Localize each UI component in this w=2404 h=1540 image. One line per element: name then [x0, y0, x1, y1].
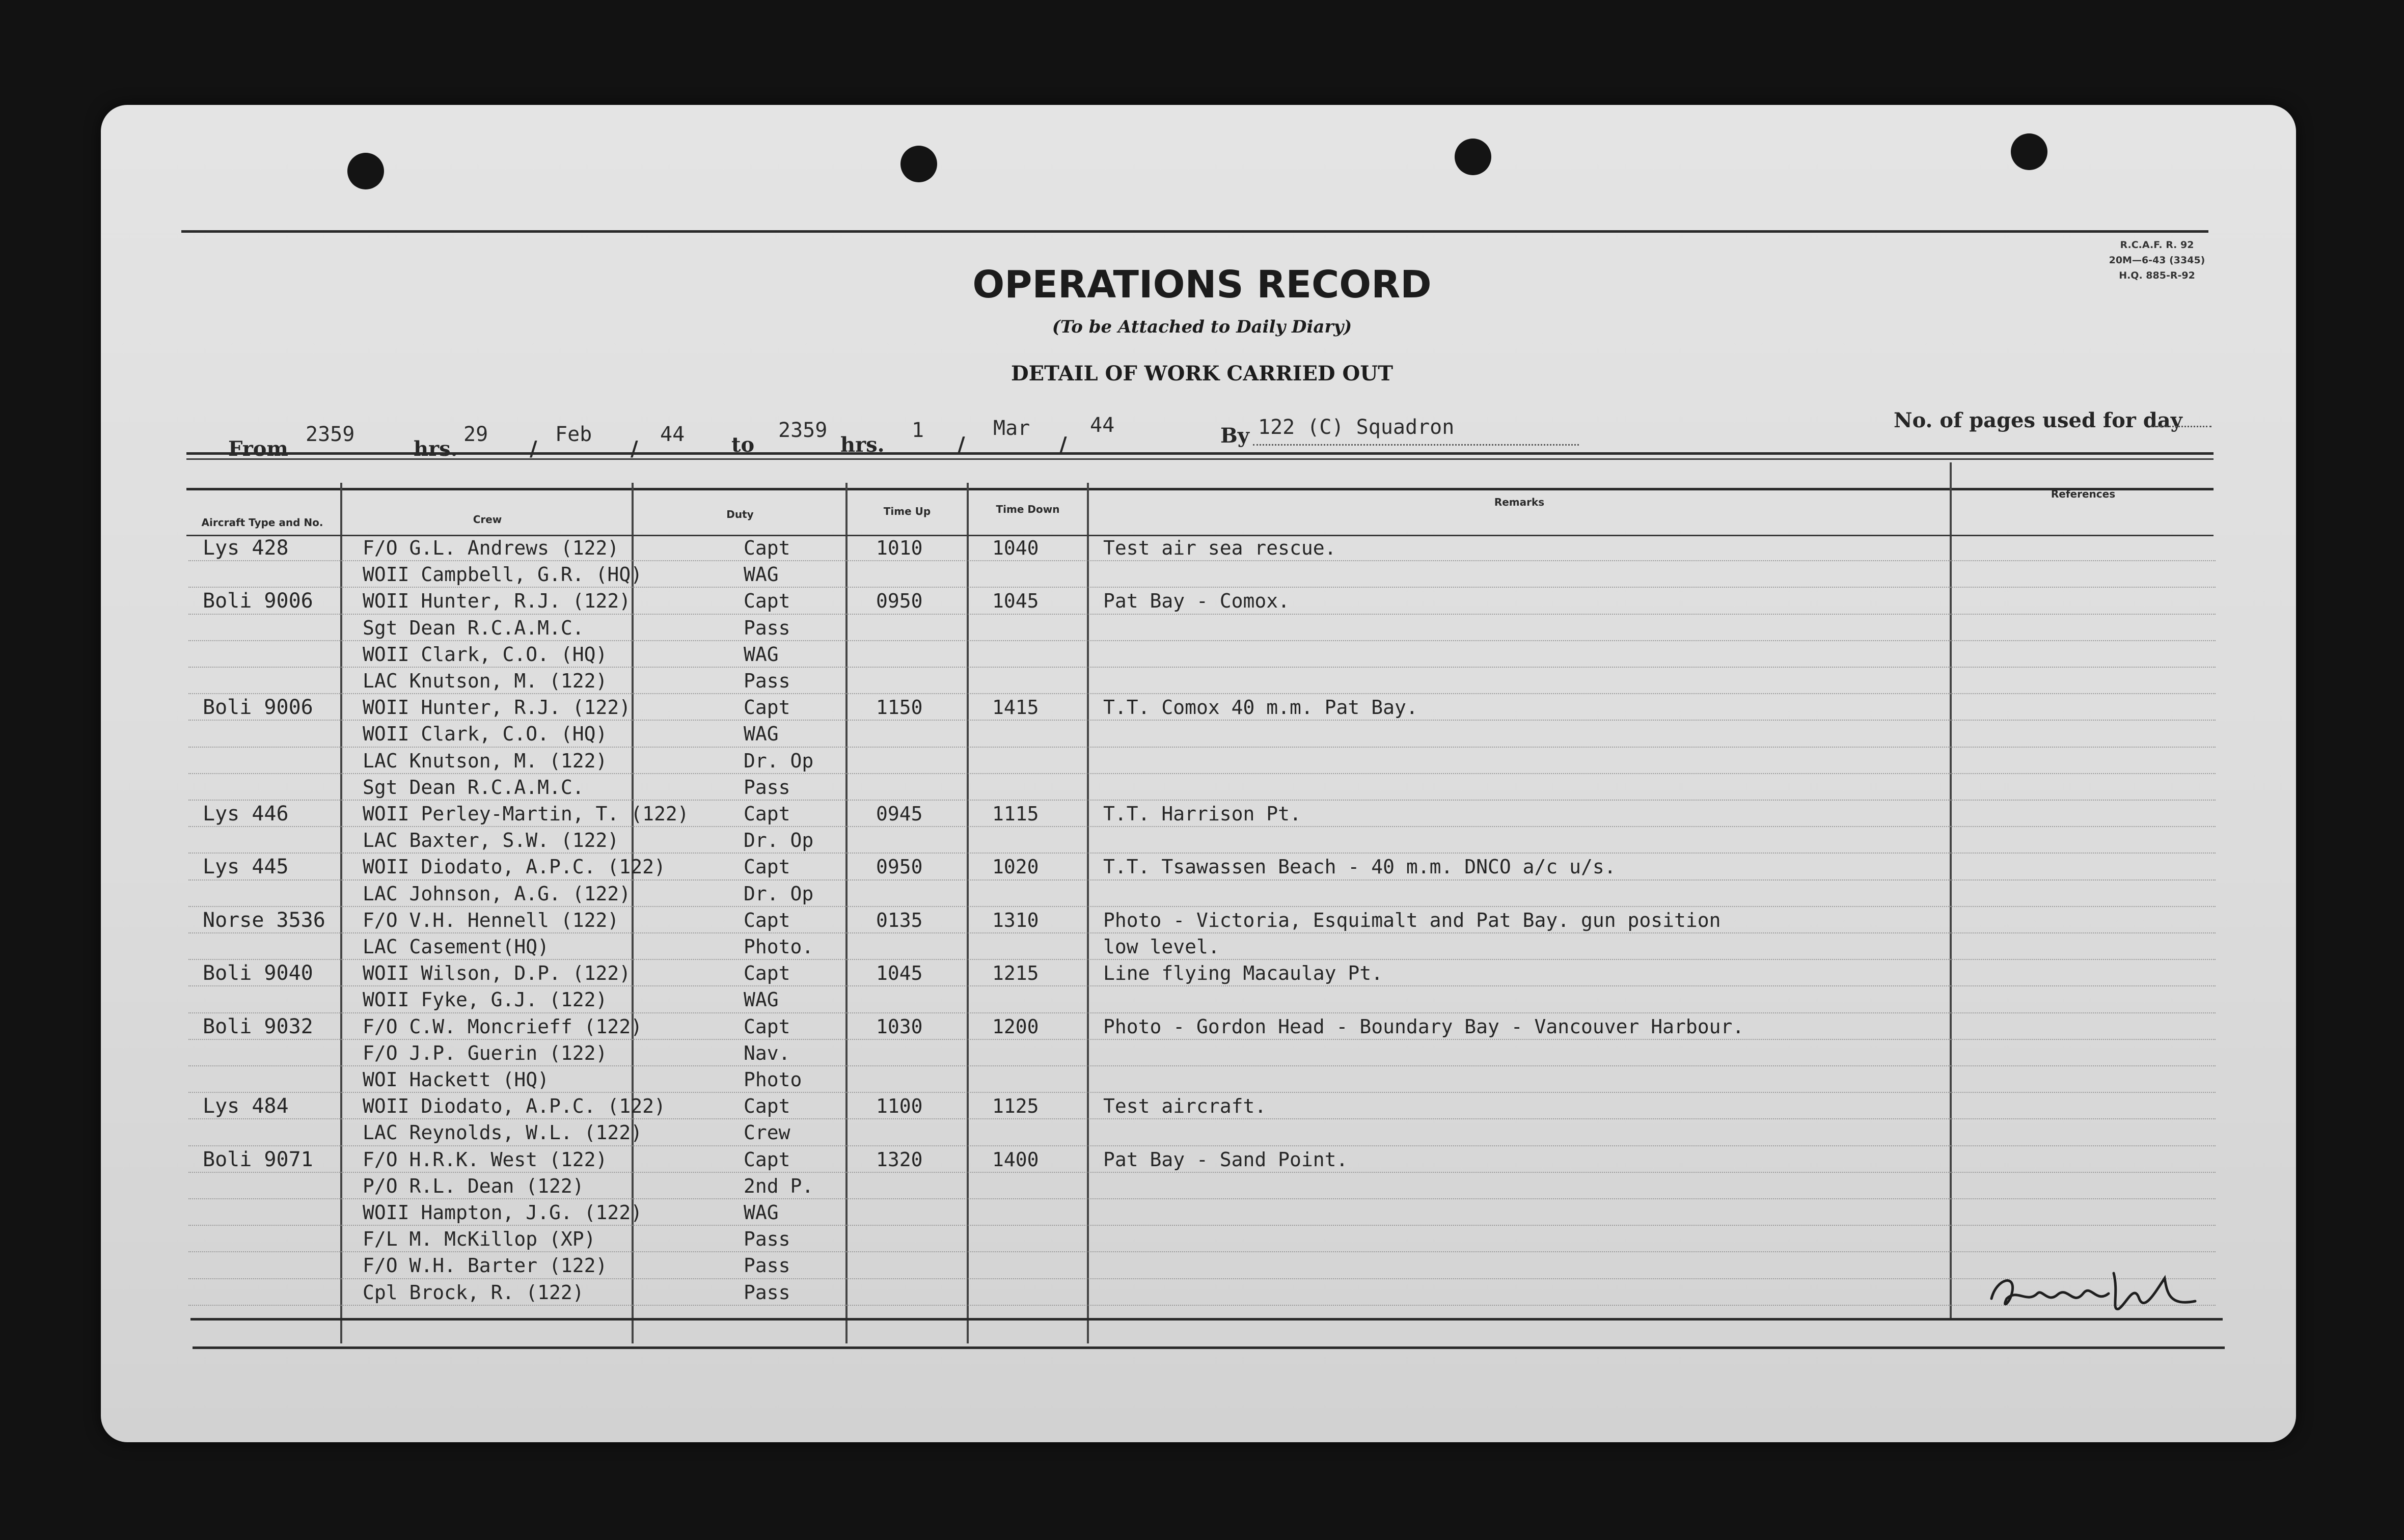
cell-crew: P/O R.L. Dean (122) — [363, 1174, 584, 1197]
form-code-line: 20M—6-43 (3345) — [2109, 255, 2205, 266]
page-title: OPERATIONS RECORD — [972, 263, 1432, 307]
cell-down: 1415 — [992, 696, 1039, 719]
squadron: 122 (C) Squadron — [1258, 416, 1455, 439]
cell-aircraft: Boli 9071 — [203, 1147, 313, 1171]
punch-hole — [900, 146, 937, 182]
cell-down: 1040 — [992, 537, 1039, 559]
cell-crew: WOI Hackett (HQ) — [363, 1068, 550, 1091]
cell-aircraft: Boli 9032 — [203, 1014, 313, 1038]
cell-aircraft: Lys 428 — [203, 536, 289, 560]
cell-remarks: Test air sea rescue. — [1103, 537, 1336, 559]
cell-up: 0945 — [876, 803, 923, 825]
table-top-rule — [186, 488, 2214, 490]
by-label: By — [1220, 424, 1250, 448]
cell-crew: WOII Diodato, A.P.C. (122) — [363, 856, 666, 878]
column-divider — [845, 483, 848, 1343]
cell-aircraft: Boli 9040 — [203, 961, 313, 985]
col-time-down: Time Down — [996, 503, 1060, 515]
hrs-label: hrs. — [414, 437, 458, 461]
cell-aircraft: Boli 9006 — [203, 589, 313, 613]
cell-duty: Dr. Op — [744, 882, 814, 905]
cell-up: 0950 — [876, 590, 923, 613]
cell-crew: WOII Hunter, R.J. (122) — [363, 590, 631, 613]
cell-crew: LAC Baxter, S.W. (122) — [363, 829, 619, 852]
from-label: From — [228, 437, 288, 461]
cell-crew: LAC Johnson, A.G. (122) — [363, 882, 631, 905]
cell-crew: F/O V.H. Hennell (122) — [363, 909, 619, 931]
cell-crew: WOII Wilson, D.P. (122) — [363, 962, 631, 985]
cell-duty: WAG — [744, 1201, 779, 1224]
period-rule-2 — [186, 458, 2214, 460]
cell-duty: WAG — [744, 723, 779, 746]
cell-duty: Dr. Op — [744, 829, 814, 852]
cell-crew: F/O H.R.K. West (122) — [363, 1148, 608, 1171]
cell-duty: WAG — [744, 988, 779, 1011]
col-aircraft: Aircraft Type and No. — [201, 516, 323, 529]
cell-remarks: T.T. Comox 40 m.m. Pat Bay. — [1103, 696, 1418, 719]
column-divider — [340, 483, 342, 1343]
form-code-line: H.Q. 885-R-92 — [2119, 270, 2195, 281]
cell-remarks: low level. — [1103, 936, 1220, 958]
cell-down: 1400 — [992, 1148, 1039, 1171]
page-subtitle: (To be Attached to Daily Diary) — [1052, 317, 1352, 337]
to-time: 2359 — [778, 419, 828, 442]
cell-remarks: T.T. Tsawassen Beach - 40 m.m. DNCO a/c u/s. — [1103, 856, 1616, 878]
cell-aircraft: Lys 484 — [203, 1094, 289, 1118]
top-rule — [181, 230, 2208, 233]
cell-crew: F/O G.L. Andrews (122) — [363, 537, 619, 559]
cell-duty: Capt — [744, 1015, 790, 1038]
detail-heading: DETAIL OF WORK CARRIED OUT — [1010, 362, 1394, 386]
cell-remarks: Photo - Gordon Head - Boundary Bay - Vancouver Harbour. — [1103, 1015, 1744, 1038]
cell-crew: Sgt Dean R.C.A.M.C. — [363, 616, 584, 639]
cell-crew: LAC Casement(HQ) — [363, 936, 550, 958]
cell-crew: WOII Diodato, A.P.C. (122) — [363, 1095, 666, 1118]
cell-duty: Capt — [744, 590, 790, 613]
to-hrs-label: hrs. — [840, 433, 885, 457]
cell-duty: Capt — [744, 856, 790, 878]
cell-remarks: Line flying Macaulay Pt. — [1103, 962, 1383, 985]
table-bottom-rule-2 — [193, 1346, 2225, 1349]
cell-crew: LAC Knutson, M. (122) — [363, 670, 608, 692]
cell-aircraft: Norse 3536 — [203, 908, 325, 932]
cell-up: 1320 — [876, 1148, 923, 1171]
squadron-line — [1253, 444, 1579, 446]
pages-label: No. of pages used for day — [1894, 408, 2182, 432]
cell-duty: Capt — [744, 803, 790, 825]
cell-crew: Cpl Brock, R. (122) — [363, 1281, 584, 1304]
punch-hole — [1455, 139, 1491, 175]
cell-crew: WOII Hunter, R.J. (122) — [363, 696, 631, 719]
cell-up: 1100 — [876, 1095, 923, 1118]
cell-crew: Sgt Dean R.C.A.M.C. — [363, 776, 584, 799]
cell-down: 1020 — [992, 856, 1039, 878]
cell-duty: Capt — [744, 1148, 790, 1171]
period-rule — [186, 452, 2214, 455]
cell-up: 1150 — [876, 696, 923, 719]
cell-duty: Capt — [744, 537, 790, 559]
cell-crew: LAC Reynolds, W.L. (122) — [363, 1121, 643, 1144]
form-code — [2101, 237, 2213, 283]
punch-hole — [2011, 133, 2047, 170]
cell-down: 1115 — [992, 803, 1039, 825]
from-month: Feb — [555, 423, 592, 446]
cell-up: 1010 — [876, 537, 923, 559]
cell-duty: Dr. Op — [744, 749, 814, 772]
to-label: to — [731, 433, 755, 457]
cell-duty: Capt — [744, 696, 790, 719]
cell-duty: Pass — [744, 616, 790, 639]
cell-duty: WAG — [744, 563, 779, 586]
cell-down: 1200 — [992, 1015, 1039, 1038]
signature-icon — [1981, 1263, 2200, 1319]
pages-line — [2150, 426, 2211, 427]
col-time-up: Time Up — [883, 505, 931, 517]
column-divider — [1950, 462, 1952, 1318]
cell-duty: WAG — [744, 643, 779, 666]
cell-aircraft: Lys 445 — [203, 855, 289, 879]
cell-remarks: Photo - Victoria, Esquimalt and Pat Bay. gun position — [1103, 909, 1721, 931]
cell-duty: Capt — [744, 1095, 790, 1118]
col-remarks: Remarks — [1494, 496, 1545, 508]
cell-remarks: T.T. Harrison Pt. — [1103, 803, 1301, 825]
cell-duty: Photo — [744, 1068, 802, 1091]
cell-up: 1045 — [876, 962, 923, 985]
punch-hole — [347, 153, 384, 189]
from-time: 2359 — [306, 423, 355, 446]
cell-down: 1045 — [992, 590, 1039, 613]
column-divider — [1087, 483, 1089, 1343]
cell-remarks: Pat Bay - Comox. — [1103, 590, 1290, 613]
cell-duty: Pass — [744, 1281, 790, 1304]
cell-down: 1215 — [992, 962, 1039, 985]
from-day: 29 — [463, 423, 488, 446]
cell-duty: Photo. — [744, 936, 814, 958]
slash: / — [1059, 433, 1067, 457]
cell-remarks: Test aircraft. — [1103, 1095, 1267, 1118]
cell-crew: F/L M. McKillop (XP) — [363, 1228, 596, 1251]
col-crew: Crew — [473, 513, 502, 526]
column-divider — [967, 483, 969, 1343]
cell-crew: F/O C.W. Moncrieff (122) — [363, 1015, 643, 1038]
cell-duty: Pass — [744, 670, 790, 692]
slash: / — [530, 437, 537, 461]
cell-down: 1310 — [992, 909, 1039, 931]
cell-down: 1125 — [992, 1095, 1039, 1118]
table-bottom-rule — [190, 1318, 2223, 1321]
cell-up: 1030 — [876, 1015, 923, 1038]
cell-aircraft: Boli 9006 — [203, 696, 313, 720]
cell-duty: Pass — [744, 1254, 790, 1277]
cell-crew: WOII Hampton, J.G. (122) — [363, 1201, 643, 1224]
to-day: 1 — [912, 419, 924, 442]
from-year: 44 — [660, 423, 685, 446]
cell-crew: WOII Clark, C.O. (HQ) — [363, 643, 608, 666]
cell-duty: 2nd P. — [744, 1174, 814, 1197]
cell-remarks: Pat Bay - Sand Point. — [1103, 1148, 1348, 1171]
cell-duty: Pass — [744, 1228, 790, 1251]
to-year: 44 — [1090, 414, 1115, 437]
col-references: References — [2051, 488, 2116, 500]
cell-crew: F/O W.H. Barter (122) — [363, 1254, 608, 1277]
cell-crew: WOII Campbell, G.R. (HQ) — [363, 563, 643, 586]
cell-crew: WOII Clark, C.O. (HQ) — [363, 723, 608, 746]
cell-crew: F/O J.P. Guerin (122) — [363, 1041, 608, 1064]
slash: / — [631, 437, 638, 461]
form-code-line: R.C.A.F. R. 92 — [2120, 239, 2194, 251]
cell-duty: Capt — [744, 909, 790, 931]
cell-duty: Crew — [744, 1121, 790, 1144]
cell-up: 0135 — [876, 909, 923, 931]
cell-aircraft: Lys 446 — [203, 802, 289, 826]
to-month: Mar — [993, 417, 1030, 440]
cell-duty: Capt — [744, 962, 790, 985]
cell-up: 0950 — [876, 856, 923, 878]
slash: / — [958, 433, 965, 457]
cell-crew: WOII Perley-Martin, T. (122) — [363, 803, 689, 825]
cell-duty: Pass — [744, 776, 790, 799]
cell-crew: LAC Knutson, M. (122) — [363, 749, 608, 772]
col-duty: Duty — [726, 508, 754, 520]
cell-crew: WOII Fyke, G.J. (122) — [363, 988, 608, 1011]
cell-duty: Nav. — [744, 1041, 790, 1064]
